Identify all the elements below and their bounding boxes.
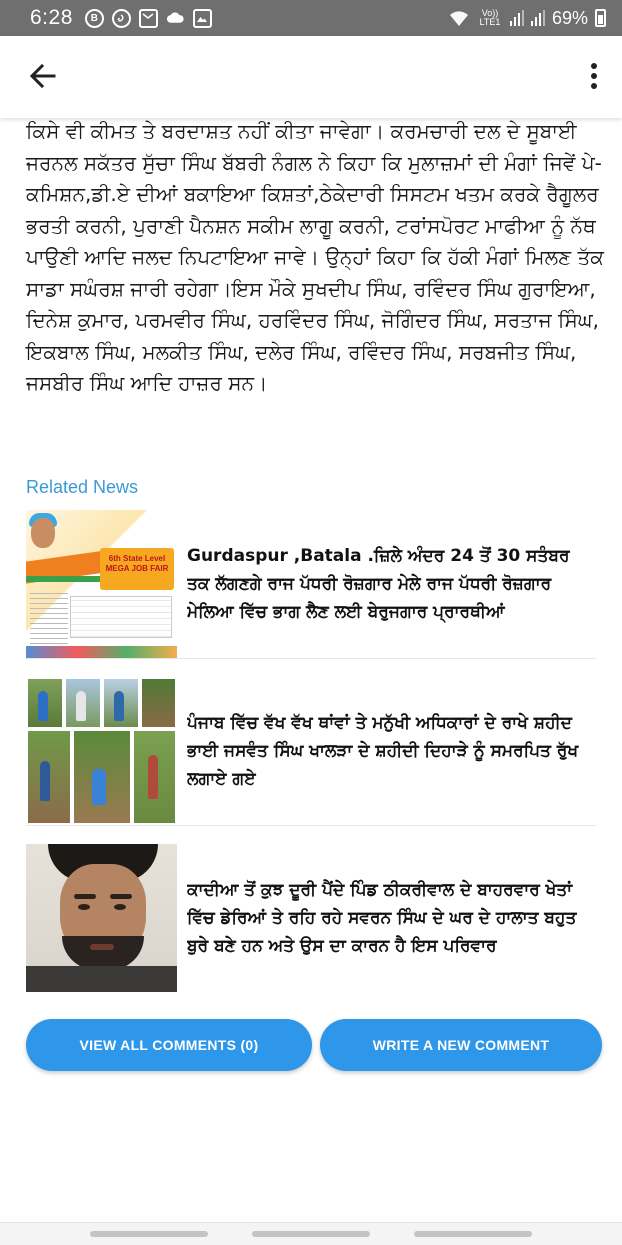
related-news-item[interactable] <box>26 844 596 992</box>
nav-back-handle[interactable] <box>414 1231 532 1237</box>
signal-2-icon <box>531 10 545 26</box>
portrait-thumbnail <box>26 844 177 992</box>
status-left <box>30 6 212 30</box>
whatsapp-icon <box>112 9 131 28</box>
signal-1-icon <box>510 10 524 26</box>
status-time: 6:28 <box>30 6 73 29</box>
gmail-icon <box>139 9 158 28</box>
thumbnail-caption: 6th State Level MEGA JOB FAIR <box>105 554 169 573</box>
write-new-comment-button[interactable]: WRITE A NEW COMMENT <box>320 1019 602 1071</box>
related-news-title: ਪੰਜਾਬ ਵਿੱਚ ਵੱਖ ਵੱਖ ਥਾਂਵਾਂ ਤੇ ਮਨੁੱਖੀ ਅਧਿਕਾਰਾਂ ਦੇ ਰਾਖੇ ਸ਼ਹੀਦ ਭਾਈ ਜਸਵੰਤ ਸਿੰਘ ਖਾਲੜਾ ਦੇ ਸ਼ਹੀਦੀ ਦਿਹਾੜੇ ਨੂੰ ਸਮਰਪਿਤ ਰੁੱਖ ਲਗਾਏ ਗਏ <box>187 713 579 789</box>
article-body: ਕਿਸੇ ਵੀ ਕੀਮਤ ਤੇ ਬਰਦਾਸ਼ਤ ਨਹੀਂ ਕੀਤਾ ਜਾਵੇਗਾ। ਕਰਮਚਾਰੀ ਦਲ ਦੇ ਸੂਬਾਈ ਜਰਨਲ ਸਕੱਤਰ ਸੁੱਚਾ ਸਿੰਘ ਬੱਬਰੀ ਨੰਗਲ ਨੇ ਕਿਹਾ ਕਿ ਮੁਲਾਜ਼ਮਾਂ ਦੀ ਮੰਗਾਂ ਜਿਵੇਂ ਪੇ- ਕਮਿਸ਼ਨ,ਡੀ.ਏ ਦੀਆਂ ਬਕਾਇਆ ਕਿਸ਼ਤਾਂ,ਠੇਕੇਦਾਰੀ ਸਿਸਟਮ ਖਤਮ ਕਰਕੇ ਰੈਗੂਲਰ ਭਰਤੀ ਕਰਨੀ, ਪੁਰਾਣੀ ਪੈਨਸ਼ਨ ਸਕੀਮ ਲਾਗੂ ਕਰਨੀ, ਟਰਾਂਸਪੋਰਟ ਮਾਫੀਆ ਨੂੰ ਨੱਥ ਪਾਉਣੀ ਆਦਿ ਜਲਦ ਨਿਪਟਾਇਆ ਜਾਵੇ। ਉਨ੍ਹਾਂ ਕਿਹਾ ਕਿ ਹੱਕੀ ਮੰਗਾਂ ਮਿਲਣ ਤੱਕ ਸਾਡਾ ਸਘੰਰਸ਼ ਜਾਰੀ ਰਹੇਗਾ।ਇਸ ਮੌਕੇ ਸੁਖਦੀਪ ਸਿੰਘ, ਰਵਿੰਦਰ ਸਿੰਘ ਗੁਰਾਇਆ, ਦਿਨੇਸ਼ ਕੁਮਾਰ, ਪਰਮਵੀਰ ਸਿੰਘ, ਹਰਵਿੰਦਰ ਸਿੰਘ, ਜੋਗਿੰਦਰ ਸਿੰਘ, ਸਰਤਾਜ ਸਿੰਘ, ਇਕਬਾਲ ਸਿੰਘ, ਮਲਕੀਤ ਸਿੰਘ, ਦਲੇਰ ਸਿੰਘ, ਰਵਿੰਦਰ ਸਿੰਘ, ਸਰਬਜੀਤ ਸਿੰਘ, ਜਸਬੀਰ ਸਿੰਘ ਆਦਿ ਹਾਜ਼ਰ ਸਨ। <box>26 119 604 395</box>
related-news-list <box>26 510 596 1010</box>
nav-recents-handle[interactable] <box>90 1231 208 1237</box>
related-news-title: ਕਾਦੀਆ ਤੋਂ ਕੁਝ ਦੂਰੀ ਪੈਂਦੇ ਪਿੰਡ ਠੀਕਰੀਵਾਲ ਦੇ ਬਾਹਰਵਾਰ ਖੇਤਾਂ ਵਿੱਚ ਡੇਰਿਆਂ ਤੇ ਰਹਿ ਰਹੇ ਸਵਰਨ ਸਿੰਘ ਦੇ ਘਰ ਦੇ ਹਾਲਾਤ ਬਹੁਤ ਬੁਰੇ ਬਣੇ ਹਨ ਅਤੇ ਉਸ ਦਾ ਕਾਰਨ ਹੈ ਇਸ ਪਰਿਵਾਰ <box>187 880 577 956</box>
related-news-heading: Related News <box>26 477 139 497</box>
wifi-icon <box>448 9 470 27</box>
gallery-icon <box>193 9 212 28</box>
job-fair-poster-thumbnail <box>26 510 177 658</box>
cloud-icon <box>166 9 185 28</box>
tree-planting-collage-thumbnail <box>26 677 177 825</box>
b-circle-icon: B <box>85 9 104 28</box>
system-nav-bar <box>0 1222 622 1245</box>
back-button[interactable] <box>26 58 62 94</box>
more-vertical-icon[interactable] <box>586 60 602 94</box>
related-news-title: Gurdaspur ,Batala .ਜ਼ਿਲੇ ਅੰਦਰ 24 ਤੋਂ 30 ਸਤੰਬਰ ਤਕ ਲੱਗਣਗੇ ਰਾਜ ਪੱਧਰੀ ਰੋਜ਼ਗਾਰ ਮੇਲੇ ਰਾਜ ਪੱਧਰੀ ਰੋਜ਼ਗਾਰ ਮੇਲਿਆ ਵਿੱਚ ਭਾਗ ਲੈਣ ਲਈ ਬੇਰੁਜਗਾਰ ਪ੍ਰਾਰਥੀਆਂ <box>187 546 570 622</box>
status-bar <box>0 0 622 36</box>
view-all-comments-button[interactable]: VIEW ALL COMMENTS (0) <box>26 1019 312 1071</box>
volte-label: Vo)) LTE1 <box>479 8 501 27</box>
related-news-item[interactable] <box>26 510 596 659</box>
app-bar <box>0 36 622 118</box>
status-right <box>448 8 606 29</box>
battery-percent: 69% <box>551 7 588 28</box>
related-news-item[interactable] <box>26 677 596 826</box>
arrow-left-icon <box>26 58 62 94</box>
nav-home-handle[interactable] <box>252 1231 370 1237</box>
battery-icon <box>595 9 606 27</box>
